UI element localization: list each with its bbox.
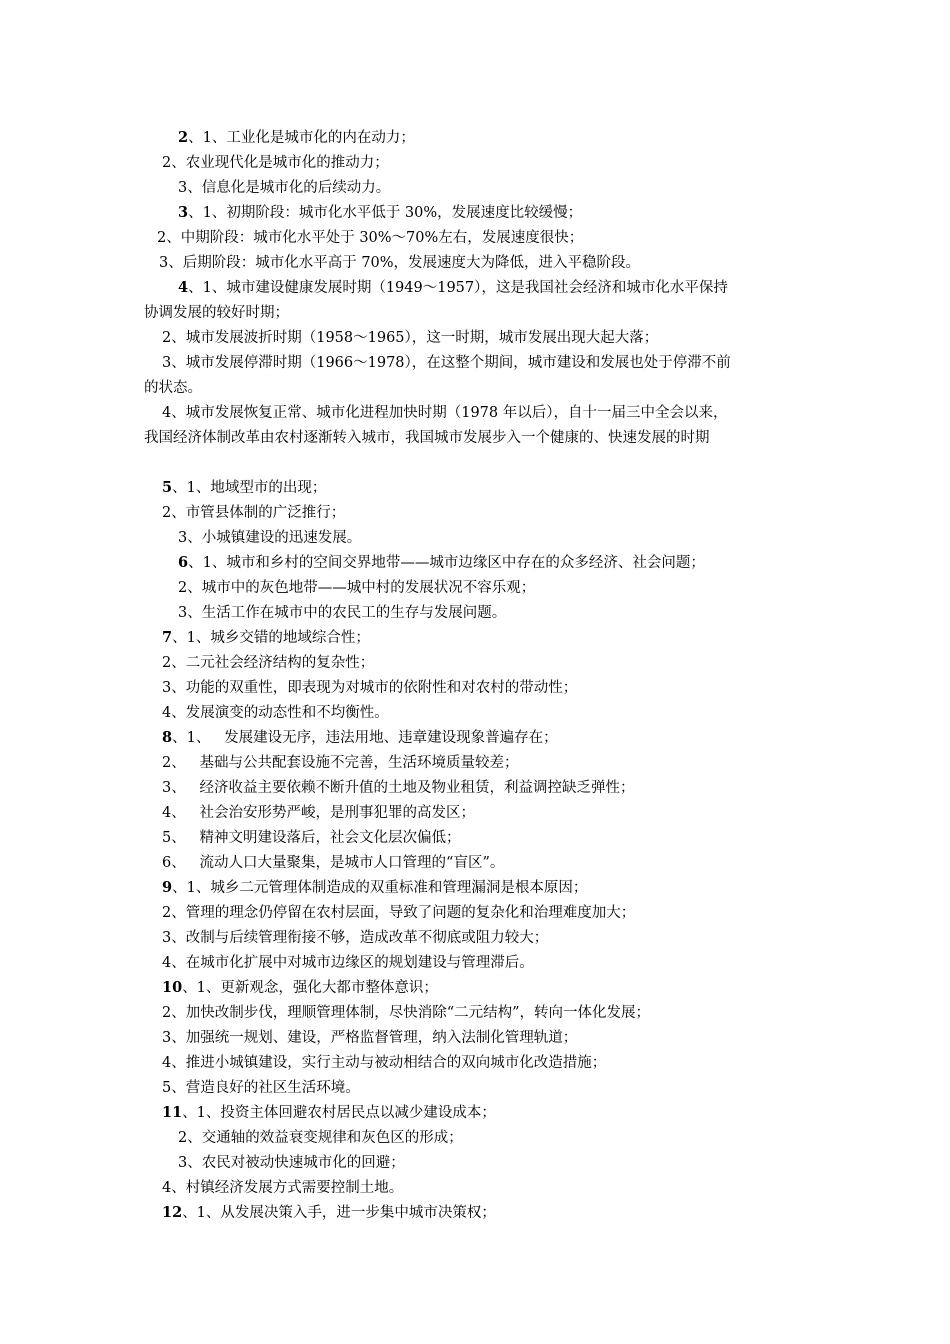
text-line: 2、交通轴的效益衰变规律和灰色区的形成； — [178, 1130, 463, 1146]
text-line: 的状态。 — [144, 380, 202, 396]
text-line: 7、1、城乡交错的地域综合性； — [162, 629, 370, 646]
text-line: 4、发展演变的动态性和不均衡性。 — [162, 705, 389, 721]
text-line: 6、1、城市和乡村的空间交界地带——城市边缘区中存在的众多经济、社会问题； — [178, 554, 705, 571]
text-line: 3、小城镇建设的迅速发展。 — [178, 530, 362, 546]
text-line: 3、生活工作在城市中的农民工的生存与发展问题。 — [178, 605, 507, 621]
item-number: 4 — [178, 279, 189, 296]
item-number: 6 — [178, 554, 189, 571]
text-line: 3、改制与后续管理衔接不够，造成改革不彻底或阻力较大； — [162, 930, 549, 946]
text-line: 3、 经济收益主要依赖不断升值的土地及物业租赁，利益调控缺乏弹性； — [162, 780, 635, 796]
item-number: 2 — [178, 129, 189, 146]
item-number: 12 — [162, 1204, 183, 1221]
text-line: 3、功能的双重性，即表现为对城市的依附性和对农村的带动性； — [162, 680, 578, 696]
text-line: 4、 社会治安形势严峻，是刑事犯罪的高发区； — [162, 805, 476, 821]
text-line: 5、1、地域型市的出现； — [162, 479, 327, 496]
item-number: 3 — [178, 204, 189, 221]
item-number: 11 — [162, 1104, 183, 1121]
text-line: 3、农民对被动快速城市化的回避； — [178, 1155, 405, 1171]
item-number: 8 — [162, 729, 173, 746]
text-line: 4、城市发展恢复正常、城市化进程加快时期（1978 年以后），自十一届三中全会以来， — [162, 405, 728, 421]
text-line: 10、1、更新观念，强化大都市整体意识； — [162, 979, 438, 996]
text-line: 2、二元社会经济结构的复杂性； — [162, 655, 375, 671]
text-line: 2、农业现代化是城市化的推动力； — [162, 155, 389, 171]
text-line: 2、 基础与公共配套设施不完善，生活环境质量较差； — [162, 755, 519, 771]
text-line: 2、加快改制步伐，理顺管理体制，尽快消除“二元结构”，转向一体化发展； — [162, 1005, 651, 1021]
text-line: 3、城市发展停滞时期（1966～1978），在这整个期间，城市建设和发展也处于停滞不前 — [162, 355, 731, 371]
text-line: 协调发展的较好时期； — [144, 305, 289, 321]
text-line: 5、 精神文明建设落后，社会文化层次偏低； — [162, 830, 461, 846]
text-line: 5、营造良好的社区生活环境。 — [162, 1080, 360, 1096]
text-line: 3、后期阶段：城市化水平高于 70%，发展速度大为降低，进入平稳阶段。 — [159, 255, 641, 271]
text-line: 12、1、从发展决策入手，进一步集中城市决策权； — [162, 1204, 496, 1221]
text-line: 3、信息化是城市化的后续动力。 — [178, 180, 391, 196]
text-line: 6、 流动人口大量聚集，是城市人口管理的“盲区”。 — [162, 855, 505, 871]
item-number: 10 — [162, 979, 183, 996]
text-line: 11、1、投资主体回避农村居民点以减少建设成本； — [162, 1104, 496, 1121]
text-line: 我国经济体制改革由农村逐渐转入城市，我国城市发展步入一个健康的、快速发展的时期 — [144, 430, 710, 446]
text-line: 3、加强统一规划、建设，严格监督管理，纳入法制化管理轨道； — [162, 1030, 578, 1046]
text-line: 4、推进小城镇建设，实行主动与被动相结合的双向城市化改造措施； — [162, 1055, 607, 1071]
text-line: 4、村镇经济发展方式需要控制土地。 — [162, 1180, 404, 1196]
text-line: 2、1、工业化是城市化的内在动力； — [178, 129, 415, 146]
text-line: 8、1、 发展建设无序，违法用地、违章建设现象普遍存在； — [162, 729, 558, 746]
item-number: 9 — [162, 879, 173, 896]
text-line: 2、中期阶段：城市化水平处于 30%～70%左右，发展速度很快； — [157, 230, 584, 246]
text-line: 2、管理的理念仍停留在农村层面，导致了问题的复杂化和治理难度加大； — [162, 905, 636, 921]
text-line: 2、城市中的灰色地带——城中村的发展状况不容乐观； — [178, 580, 536, 596]
text-line: 3、1、初期阶段：城市化水平低于 30%，发展速度比较缓慢； — [178, 204, 583, 221]
text-line: 2、市管县体制的广泛推行； — [162, 505, 346, 521]
text-line: 9、1、城乡二元管理体制造成的双重标准和管理漏洞是根本原因； — [162, 879, 588, 896]
text-line: 4、1、城市建设健康发展时期（1949～1957），这是我国社会经济和城市化水平保持 — [178, 279, 728, 296]
item-number: 7 — [162, 629, 173, 646]
item-number: 5 — [162, 479, 173, 496]
text-line: 4、在城市化扩展中对城市边缘区的规划建设与管理滞后。 — [162, 955, 534, 971]
text-line: 2、城市发展波折时期（1958～1965），这一时期，城市发展出现大起大落； — [162, 330, 659, 346]
